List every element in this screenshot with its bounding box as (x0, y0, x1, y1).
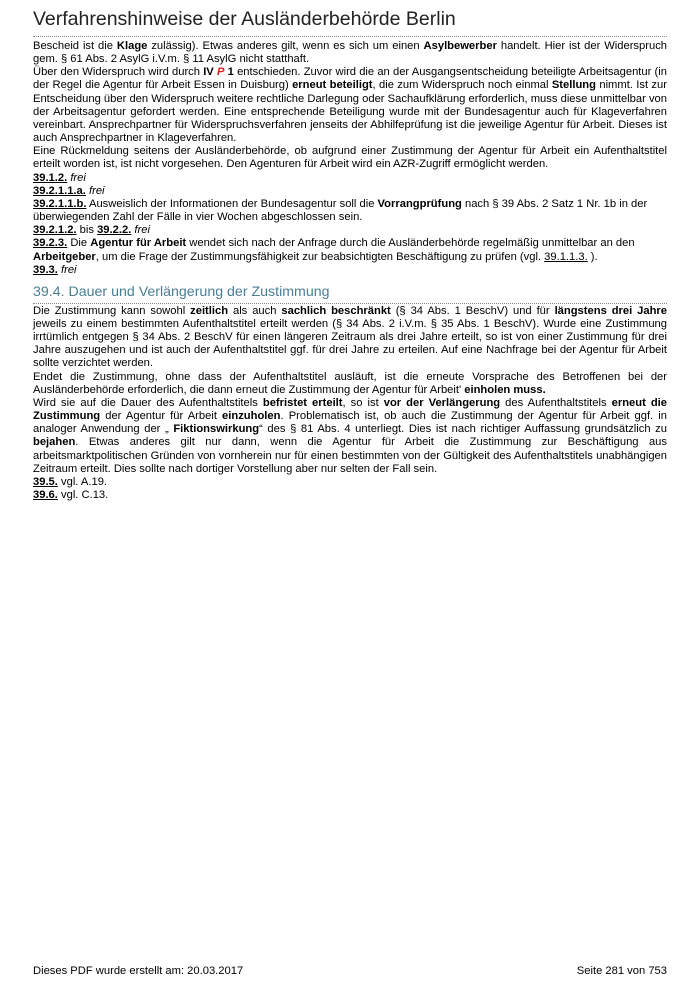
section-39-2-1-2: 39.2.1.2. bis 39.2.2. frei (33, 224, 150, 237)
section-link-39-2-1-2[interactable]: 39.2.1.2. (33, 224, 77, 237)
section-39-2-1-1-b: 39.2.1.1.b. Ausweislich der Informationen der Bundesagentur soll die Vorrangprüfung nach § 39 Abs. 2 Satz 1 Nr. 1b in der überwiegenden Zahl der Fälle in vier Wochen abgeschlossen sein. (33, 197, 648, 224)
section-39-3: 39.3. frei (33, 263, 77, 276)
title-divider (33, 36, 667, 37)
section-39-2-1-1-a: 39.2.1.1.a. frei (33, 184, 105, 197)
section-39-1-2: 39.1.2. frei (33, 171, 86, 184)
section-heading-39-4: 39.4. Dauer und Verlängerung der Zustimmung (33, 284, 667, 304)
section-link-39-2-2[interactable]: 39.2.2. (97, 224, 132, 237)
section-link-39-2-1-1-b[interactable]: 39.2.1.1.b. (33, 197, 87, 210)
paragraph-klage: Bescheid ist die Klage zulässig). Etwas anderes gilt, wenn es sich um einen Asylbewerber handelt. Hier ist der Widerspruch gem. § 61 Abs. 2 AsylG i.V.m. § 11 AsylG nicht statthaft. (33, 40, 668, 66)
section-link-39-2-1-1-a[interactable]: 39.2.1.1.a. (33, 184, 86, 197)
paragraph-befristet: Wird sie auf die Dauer des Aufenthaltstitels befristet erteilt, so ist vor der Verlängerung des Aufenthaltstitels erneut die Zustimmung der Agentur für Arbeit einzuholen. Problematisch ist, ob auch die Zustimmung der Agentur für Arbeit ggf. in analoger Anwendung der „ Fiktionswirkung“ des § 81 Abs. 4 unterliegt. Dies ist nach richtiger Auffassung grundsätzlich zu bejahen. Etwas anderes gilt nur dann, wenn die Agentur für Arbeit die Zustimmung zur Beschäftigung aus arbeitsmarktpolitischen Gründen von vornherein nur für einen bestimmten von der Gültigkeit des Aufenthaltstitels unabhängigen Zeitraum erteilt. Dies sollte nach dortiger Vorstellung aber nur selten der Fall sein. (33, 396, 668, 475)
section-39-5: 39.5. vgl. A.19. (33, 475, 108, 488)
paragraph-rueckmeldung: Eine Rückmeldung seitens der Ausländerbehörde, ob aufgrund einer Zustimmung der Agentur für Arbeit ein Aufenthaltstitel erteilt worden ist, ist nicht vorgesehen. Den Agenturen für Arbeit wird ein AZR-Zugriff ermöglicht werden. (33, 145, 667, 171)
section-39-6: 39.6. vgl. C.13. (33, 489, 109, 501)
section-link-39-3[interactable]: 39.3. (33, 263, 58, 276)
section-link-39-1-2[interactable]: 39.1.2. (33, 171, 68, 184)
section-link-39-5[interactable]: 39.5. (33, 475, 58, 488)
footer-page-number: Seite 281 von 753 (576, 965, 667, 977)
section-39-2-3: 39.2.3. Die Agentur für Arbeit wendet sich nach der Anfrage durch die Ausländerbehörde regelmäßig unmittelbar an den Arbeitgeber, um die Frage der Zustimmungsfähigkeit zur beabsichtigten Beschäftigung zu prüfen (vgl. 39.1.1.3. ). (33, 237, 635, 263)
document-body (33, 40, 667, 502)
paragraph-endet: Endet die Zustimmung, ohne dass der Aufenthaltstitel ausläuft, ist die erneute Vorsprache des Betroffenen bei der Ausländerbehörde erforderlich, die dann erneut die Zustimmung der Agentur für Arbeit' einholen muss. (33, 370, 667, 396)
reference-link-39-1-1-3[interactable]: 39.1.1.3. (544, 250, 588, 263)
page-title: Verfahrenshinweise der Ausländerbehörde Berlin (33, 8, 456, 30)
footer-created-date: Dieses PDF wurde erstellt am: 20.03.2017 (33, 965, 244, 977)
section-link-39-2-3[interactable]: 39.2.3. (33, 237, 68, 250)
section-link-39-6[interactable]: 39.6. (33, 489, 58, 501)
paragraph-widerspruch: Über den Widerspruch wird durch IV P 1 entschieden. Zuvor wird die an der Ausgangsentscheidung beteiligte Arbeitsagentur (in der Regel die Agentur für Arbeit Essen in Duisburg) erneut beteiligt, die zum Widerspruch noch einmal Stellung nimmt. Ist zur Entscheidung über den Widerspruch weitere rechtliche Darlegung oder Sachaufklärung erforderlich, muss diese unmittelbar von der Arbeitsagentur gefordert werden. Eine entsprechende Beteiligung wurde mit der Bundesagentur auch für Klageverfahren vereinbart. Ansprechpartner für Widerspruchsverfahren jenseits der Abhilfeprüfung ist die jeweilige Agentur für Arbeit. Dieses ist auch Ansprechpartner in Klageverfahren. (33, 66, 667, 145)
red-marker: P (216, 66, 225, 79)
paragraph-dauer: Die Zustimmung kann sowohl zeitlich als auch sachlich beschränkt (§ 34 Abs. 1 BeschV) und für längstens drei Jahre jeweils zu einem bestimmten Aufenthaltstitel erteilt werden (§ 34 Abs. 2 i.V.m. § 35 Abs. 1 BeschV). Wurde eine Zustimmung irrtümlich entgegen § 34 Abs. 2 BeschV für einen längeren Zeitraum als drei Jahre erteilt, so ist von einer Zustimmung für drei Jahre auszugehen und ist auch der Aufenthaltstitel ggf. für drei Jahre zu erteilen. Auf eine Nachfrage bei der Agentur für Arbeit sollte verzichtet werden. (33, 304, 668, 370)
